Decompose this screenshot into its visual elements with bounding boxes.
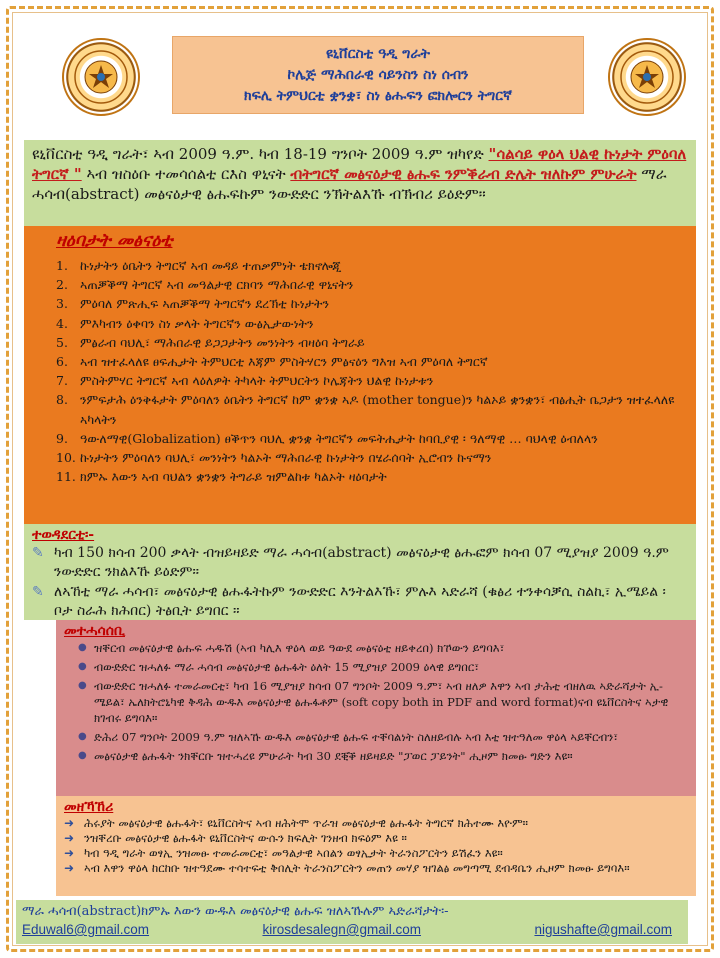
bullet-icon: ● xyxy=(78,642,87,653)
pencil-icon: ✎ xyxy=(32,545,44,561)
email-link-nigus[interactable]: nigushafte@gmail.com xyxy=(534,922,672,937)
list-item xyxy=(78,748,688,764)
item-text: ኣብ ዝተፈላለዩ ፀፍሒታት ትምህርቲ እጃም ምስትሃርን ምፅናዕን ግእዝ ኣብ ምዕባለ ትግርኛ xyxy=(80,354,488,370)
list-item xyxy=(56,314,684,333)
seal-graphic xyxy=(617,47,677,107)
item-text: ብውድድር ዝሓለፉ ማራ ሓሳብ መፅናዕታዊ ፅሑፋት ዕለት 15 ሚያዝያ 2009 ዕላዊ ይግበር፣ xyxy=(94,660,479,674)
item-number: 1. xyxy=(56,258,68,273)
item-text: ኣጠቓቕማ ትግርኛ ኣብ መዓልታዊ ርክባን ማሕበራዊ ዋኒናትን xyxy=(80,277,354,293)
item-number: 8. xyxy=(56,392,68,408)
topics-heading: ዛዕባታት መፅናዕቲ xyxy=(56,230,173,251)
item-text: ኩነታትን ምዕባለን ባህሊ፣ መንነትን ካልኦት ማሕበራዊ ኩነታትን በሄራሰባት ኢሮብን ኩናማን xyxy=(80,450,492,466)
list-item xyxy=(56,390,684,428)
pencil-icon: ✎ xyxy=(32,584,44,600)
list-item xyxy=(64,816,688,831)
item-number: 3. xyxy=(56,296,68,312)
department-name: ክፍሊ ትምህርቲ ቋንቋ፣ ስነ ፅሑፍን ፎክሎርን ትግርኛ xyxy=(244,88,512,105)
header-box xyxy=(172,36,584,114)
bullet-icon: ● xyxy=(78,680,87,691)
item-text: መፅናዕታዊ ፅሑፋት ንክቐርቡ ዝተሓረዩ ምሁራት ካብ 30 ደቒቕ ዘይዛይድ "ፓወር ፓይንት" ሒዞም ክመፁ ግድን እዩ። xyxy=(94,749,573,763)
reminders-list xyxy=(64,640,688,764)
item-text: ምስትምሃር ትግርኛ ኣብ ላዕለዎት ትካላት ትምህርትን ኮሌጃትን ህልዊ ኩነታቱን xyxy=(80,373,434,389)
item-text: ብውድድር ዝሓለፉ ተመራመርቲ፣ ካብ 16 ሚያዝያ ክሳብ 07 ግንቦት 2009 ዓ.ም፣ ኣብ ዘለዎ እዋን ኣብ ታሕቲ ብዘለዉ ኣድራሻታት ኢ-ሜይል፣ ኤለክትሮኒካዊ ቅዳሕ ውዱእ መፅናዕታዊ ፅሑፋቶም (soft copy both in PDF and word format)ናብ ዩኒቨርስትና ኣታዊ ክገብሩ ይግባእ። xyxy=(94,679,669,725)
item-text: ካብ 150 ክሳብ 200 ቃላት ብዝይዛይድ ማራ ሓሳብ(abstract) መፅናዕታዊ ፅሑፎም ክሳብ 07 ሚያዝያ 2009 ዓ.ም ንውድድር ንክልእኹ ይዕድም። xyxy=(54,545,669,580)
intro-text-2: ኣብ ዝስዕቡ ተመሳሰልቲ ርእስ ዋኒናት xyxy=(81,165,291,183)
item-number: 2. xyxy=(56,277,68,293)
university-seal-icon xyxy=(608,38,686,116)
participants-heading: ተወዳደርቲ፡- xyxy=(32,527,95,543)
list-item xyxy=(56,256,684,275)
item-text: ኣብ እዋን ዋዕላ ከርከቡ ዝተዓደሙ ተሳተፍቲ ቅበሊት ትራንስፖርትን መጠን መሃያ ዝገልፅ መግጣሚ ደብዳቤን ሒዞም ክመፁ ይግባእ። xyxy=(84,861,630,875)
item-number: 4. xyxy=(56,315,68,331)
list-item xyxy=(56,352,684,371)
item-text: ኩነታትን ዕቤትን ትግርኛ ኣብ መዳይ ተጠቃምነት ቴክኖሎጂ xyxy=(80,258,342,273)
list-item xyxy=(64,846,688,861)
item-number: 10. xyxy=(56,450,76,466)
item-text: ሕሩያት መፅናዕታዊ ፅሑፋት፣ ዩኒቨርስትና ኣብ ዘሕትሞ ጥራዝ መፅናዕታዊ ፅሑፋት ትግርኛ ክሕተሙ እዮም። xyxy=(84,816,529,830)
intro-paragraph xyxy=(24,140,696,226)
item-number: 7. xyxy=(56,373,68,389)
intro-text-1: ዩኒቨርስቲ ዓዲ ግራት፣ ኣብ 2009 ዓ.ም. ካብ 18-19 ግንቦት 2009 ዓ.ም ዝካየድ xyxy=(32,145,489,163)
list-item xyxy=(56,467,684,486)
list-item xyxy=(56,333,684,352)
topics-list xyxy=(56,256,684,486)
arrow-icon: ➜ xyxy=(64,831,75,845)
notes-section xyxy=(56,796,696,896)
item-number: 5. xyxy=(56,334,68,350)
arrow-icon: ➜ xyxy=(64,816,75,830)
seal-graphic xyxy=(71,47,131,107)
bullet-icon: ● xyxy=(78,731,87,742)
reminders-heading: መተሓሳሰቢ xyxy=(64,623,125,639)
list-item xyxy=(56,448,684,467)
item-text: ክምኡ እውን ኣብ ባህልን ቋንቋን ትግራይ ዝምልከቱ ካልኦት ዛዕባታት xyxy=(80,469,387,485)
list-item xyxy=(78,640,688,656)
contact-label: ማራ ሓሳብ(abstract)ክምኡ እውን ውዱእ መፅናዕታዊ ፅሑፍ ዝለኣኹሉም ኣድራሻታት፡- xyxy=(22,904,449,919)
item-number: 6. xyxy=(56,354,68,370)
university-name: ዩኒቨርስቲ ዓዲ ግራት xyxy=(326,45,430,62)
contact-section xyxy=(16,900,688,944)
reminders-section xyxy=(56,620,696,796)
conference-title: "ሳልሳይ ዋዕላ ህልዊ ኩነታት ምዕባለ ትግርኛ " xyxy=(32,145,687,183)
university-seal-icon xyxy=(62,38,140,116)
item-text: ድሕሪ 07 ግንቦት 2009 ዓ.ም ዝለኣኹ ውዱእ መፅናዕታዊ ፅሑፍ ተቐባልነት ስለዘይብሉ ኣብ እቲ ዝተዓለመ ዋዕላ ኣይቐርብን፣ xyxy=(94,730,618,744)
call-highlight: ብትግርኛ መፅናዕታዊ ፅሑፍ ንምቕራብ ድሌት ዝለኩም ምሁራት xyxy=(290,165,637,183)
item-text: ምእካብን ዕቀባን ስነ ቃላት ትግርኛን ውፅኢታውነትን xyxy=(80,315,314,331)
bullet-icon: ● xyxy=(78,750,87,761)
item-text: ካብ ዓዲ ግራት ወፃኢ ንዝመፁ ተመራመርቲ፣ መዓልታዊ ኣበልን ወፃኢታት ትራንስፖርትን ይሽፈን እዩ። xyxy=(84,846,503,860)
list-item xyxy=(56,294,684,313)
list-item xyxy=(78,678,688,726)
list-item xyxy=(64,831,688,846)
item-number: 11. xyxy=(56,469,76,485)
notes-heading: መዘኻኸሪ xyxy=(64,799,114,815)
item-text: ንዝቐረቡ መፅናዕታዊ ፅሑፋት ዩኒቨርስትና ውሱን ክፍሊት ገንዘብ ክፍዕም እዩ ። xyxy=(84,831,407,845)
topics-section xyxy=(24,226,696,524)
list-item xyxy=(32,544,688,582)
list-item xyxy=(56,429,684,448)
item-text: ምዕባለ ምጽሒፍ ኣጠቓቕማ ትግርኛን ደረኽቲ ኩነታትን xyxy=(80,296,329,312)
arrow-icon: ➜ xyxy=(64,861,75,875)
list-item xyxy=(64,861,688,876)
item-text: ዝቐርብ መፅናዕታዊ ፅሑፍ ሓዱሽ (ኣብ ካሊእ ዋዕላ ወይ ዓውደ መፅናዕቲ ዘይቀረበ) ክኾውን ይግባእ፣ xyxy=(94,641,505,655)
list-item xyxy=(32,583,688,621)
item-text: ምፅራብ ባህሊ፣ ማሕበራዊ ይጋጋታትን መንነትን ብዛዕባ ትግራይ xyxy=(80,334,365,350)
item-text: ዓውለማዊ(Globalization) ፀቕጥን ባህሊ ቋንቋ ትግርኛን መፍትሒታት ከባቢያዊ ፡ ዓለማዊ … ባህላዊ ዕብለላን xyxy=(80,430,598,446)
list-item xyxy=(78,729,688,745)
intro-text-3: ማራ ሓሳብ(abstract) መፅናዕታዊ ፅሑፍኩም ንውድድር ንኽትልእኹ ብኽብሪ ይዕድም። xyxy=(32,165,667,203)
college-name: ኮሌጅ ማሕበራዊ ሳይንስን ስነ ሰብን xyxy=(287,66,469,83)
email-link-eduwal[interactable]: Eduwal6@gmail.com xyxy=(22,922,150,937)
email-list xyxy=(22,922,682,937)
item-text: ንምፍታሕ ዕንቅፋታት ምዕባለን ዕቤትን ትግርኛ ከም ቋንቋ ኣዶ (mother tongue)ን ካልኦይ ቋንቋን፣ ብፅሒት ቤጋታን ዝተፈላለዩ ኣካላትን xyxy=(80,392,675,427)
list-item xyxy=(56,275,684,294)
item-number: 9. xyxy=(56,430,68,446)
item-text: ለኣኸቲ ማራ ሓሳብ፣ መፅናዕታዊ ፅሑፋትኩም ንውድድር እንትልእኹ፣ ምሉእ ኣድራሻ (ቁፅሪ ተንቀሳቓሲ ስልኪ፣ ኢሜይል ፡ ቦታ ስራሕ ክሕበር) ትፅቢት ይግበር ። xyxy=(54,584,666,619)
email-link-kiros[interactable]: kirosdesalegn@gmail.com xyxy=(262,922,421,937)
arrow-icon: ➜ xyxy=(64,846,75,860)
bullet-icon: ● xyxy=(78,661,87,672)
list-item xyxy=(78,659,688,675)
participants-section xyxy=(24,524,696,620)
list-item xyxy=(56,371,684,390)
